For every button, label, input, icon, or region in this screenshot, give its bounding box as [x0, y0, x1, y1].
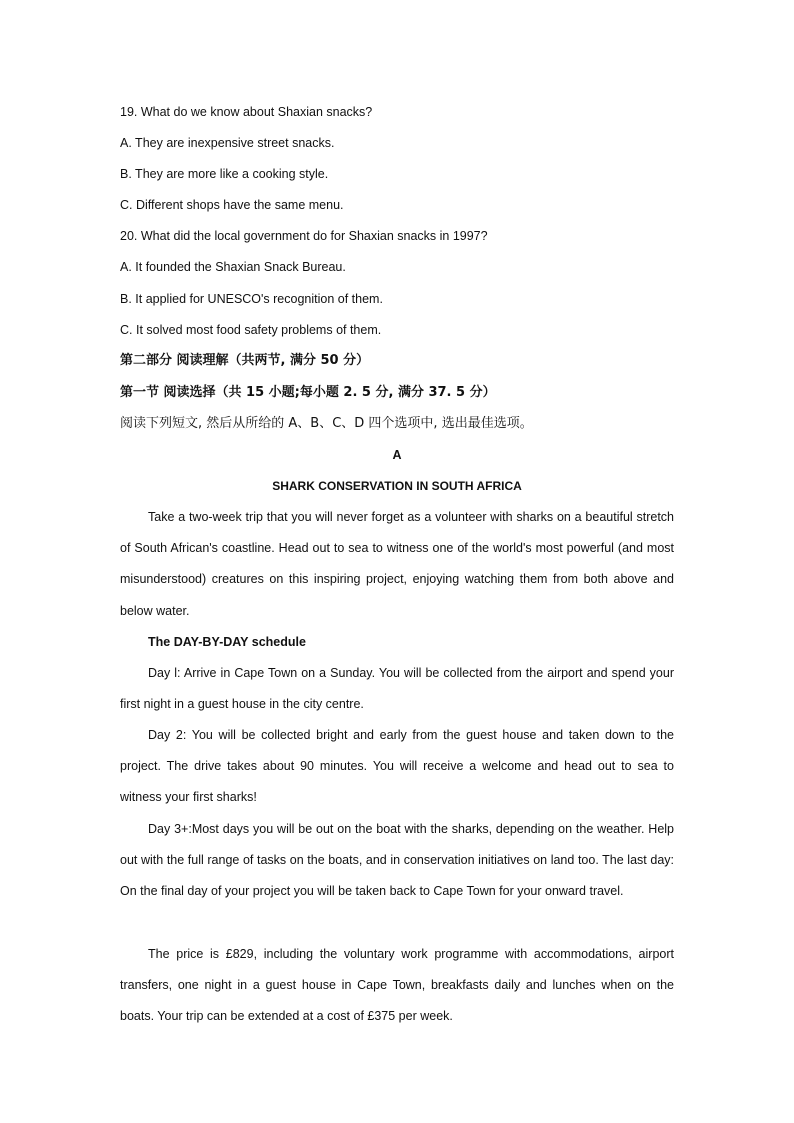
question-19-option-a: A. They are inexpensive street snacks. [120, 136, 335, 150]
schedule-day-2: Day 2: You will be collected bright and early from the guest house and taken down to the project. The drive takes about 90 minutes. You will receive a welcome and head out to sea to witness your first sharks! [120, 728, 674, 805]
part-heading: 第二部分 阅读理解（共两节, 满分 50 分） [120, 353, 370, 368]
instruction: 阅读下列短文, 然后从所给的 A、B、C、D 四个选项中, 选出最佳选项。 [120, 416, 533, 431]
passage-letter: A [392, 448, 402, 462]
question-19-option-b: B. They are more like a cooking style. [120, 167, 329, 181]
price-paragraph: The price is £829, including the voluntary work programme with accommodations, airport transfers, one night in a guest house in Cape Town, breakfasts daily and lunches when on the boats. Your trip can be extended at a cost of £375 per week. [120, 947, 674, 1024]
section-heading: 第一节 阅读选择（共 15 小题;每小题 2. 5 分, 满分 37. 5 分） [120, 385, 496, 400]
question-20-stem: 20. What did the local government do for Shaxian snacks in 1997? [120, 229, 488, 243]
question-19-stem: 19. What do we know about Shaxian snacks? [120, 105, 373, 119]
schedule-heading: The DAY-BY-DAY schedule [148, 635, 306, 649]
question-20-option-c: C. It solved most food safety problems of them. [120, 323, 382, 337]
passage-intro: Take a two-week trip that you will never forget as a volunteer with sharks on a beautiful stretch of South African's coastline. Head out to sea to witness one of the world's most powerful (and most misunderstood) creatures on this inspiring project, enjoying watching them from both above and below water. [120, 510, 674, 618]
schedule-day-1: Day l: Arrive in Cape Town on a Sunday. You will be collected from the airport and spend your first night in a guest house in the city centre. [120, 666, 674, 712]
question-20-option-b: B. It applied for UNESCO's recognition of them. [120, 292, 383, 306]
question-19-option-c: C. Different shops have the same menu. [120, 198, 344, 212]
passage-title: SHARK CONSERVATION IN SOUTH AFRICA [272, 479, 522, 493]
question-20-option-a: A. It founded the Shaxian Snack Bureau. [120, 260, 346, 274]
schedule-day-3: Day 3+:Most days you will be out on the boat with the sharks, depending on the weather. Help out with the full range of tasks on the boats, and in conservation initiatives on land too. The last day: On the final day of your project you will be taken back to Cape Town for your onward travel. [120, 822, 674, 899]
